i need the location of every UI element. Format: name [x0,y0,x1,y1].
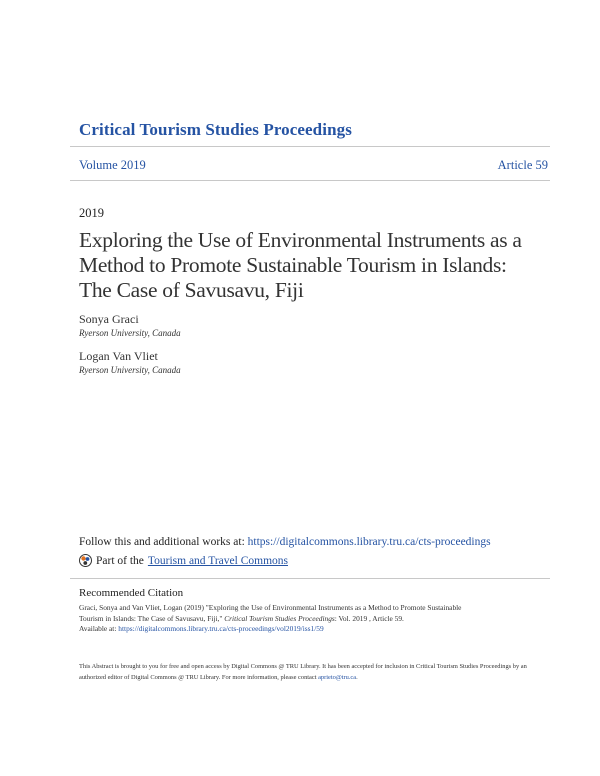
publication-year: 2019 [79,206,104,220]
volume-link[interactable]: Volume 2019 [79,158,146,172]
citation-heading: Recommended Citation [79,587,184,599]
contact-email-link[interactable]: aprieto@tru.ca [318,673,357,681]
follow-label: Follow this and additional works at: [79,536,248,548]
part-of-line [79,554,288,567]
author-affiliation: Ryerson University, Canada [79,365,181,375]
notice-text: This Abstract is brought to you for free and open access by Digital Commons @ TRU Library. It has been accepted for inclusion in Critical Tourism Studies Proceedings by an authorized editor of Digital Commons @ TRU Library. For more information, please contact [79,663,527,681]
meta-divider [70,180,550,181]
tourism-commons-link[interactable]: Tourism and Travel Commons [147,554,288,567]
available-label: Available at: [79,624,119,633]
paper-title: Exploring the Use of Environmental Instruments as a Method to Promote Sustainable Tourism in Islands: The Case of Savusavu, Fiji [79,228,522,302]
author-name: Sonya Graci [79,312,139,326]
citation-journal: Critical Tourism Studies Proceedings [224,613,335,623]
author-name: Logan Van Vliet [79,349,158,363]
follow-line [79,536,491,548]
citation-divider [70,578,550,579]
header-divider [70,146,550,147]
follow-url-link[interactable]: https://digitalcommons.library.tru.ca/cts-proceedings [247,536,491,548]
citation-line [79,624,529,635]
citation-line: Graci, Sonya and Van Vliet, Logan (2019) "Exploring the Use of Environmental Instruments as a Method to Promote Sustainable [79,603,462,612]
article-link[interactable]: Article 59 [497,158,548,172]
citation-text: : Vol. 2019 , Article 59. [334,613,404,623]
citation-block [79,603,529,635]
commons-network-icon [79,554,92,567]
author-affiliation: Ryerson University, Canada [79,328,181,338]
citation-text: Tourism in Islands: The Case of Savusavu, Fiji," [79,613,225,623]
citation-url-link[interactable]: https://digitalcommons.library.tru.ca/cts-proceedings/vol2019/iss1/59 [118,624,324,633]
access-notice [79,662,534,683]
notice-text: . [356,673,358,681]
part-of-label: Part of the [96,554,144,567]
citation-line [79,614,529,625]
journal-title[interactable]: Critical Tourism Studies Proceedings [79,120,352,139]
